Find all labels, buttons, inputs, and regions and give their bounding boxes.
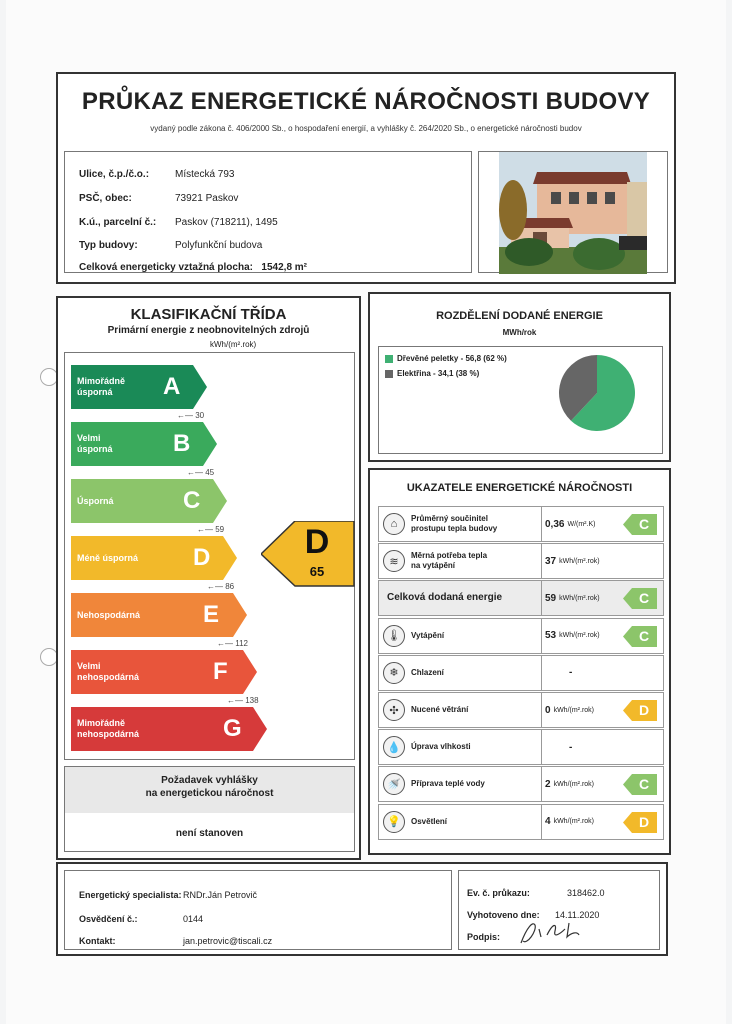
class-badge-c [623,514,657,535]
indicator-name [411,693,468,727]
classification-subtitle: Primární energie z neobnovitelných zdrojů [107,325,310,336]
result-arrow [261,521,355,587]
indicator-value [569,730,572,764]
indicator-name [411,656,444,690]
indicator-name-line: Chlazení [411,667,444,677]
class-bar-label [71,661,167,683]
indicator-value [545,767,594,801]
indicator-icon: 🌡 [383,625,405,647]
cert-label: Osvědčení č.: [79,914,138,924]
class-badge-d [623,700,657,721]
class-bar-g [71,707,267,751]
legend-label-pellets: Dřevěné peletky - 56,8 (62 %) [397,354,507,363]
threshold-value: 45 [205,468,215,477]
indicator-name [387,581,502,615]
distribution-chart [378,346,663,454]
legend-item [385,354,507,363]
class-label-line: Mimořádně [77,376,126,386]
indicator-value [545,544,600,578]
class-label-line: Úsporná [77,495,114,506]
indicator-number: 2 [545,778,551,790]
threshold-value: 59 [215,525,225,534]
indicator-name [411,619,444,653]
class-badge-letter: C [638,516,650,532]
class-badge-letter: C [638,590,650,607]
indicator-number: - [569,741,573,753]
threshold-arrow: ←— [217,639,236,648]
indicator-name [411,767,485,801]
indicator-icon: ❄ [383,662,405,684]
class-label-line: Méně úsporná [77,552,139,563]
indicator-value [545,693,594,727]
legend-item [385,369,479,378]
indicator-name-line: Úprava vlhkosti [411,742,471,752]
indicator-value [545,581,600,615]
street-label: Ulice, č.p./č.o.: [79,169,150,180]
class-letter: E [203,601,220,628]
indicator-name [411,507,497,541]
indicator-name-line: Osvětlení [411,816,448,826]
class-badge-letter: C [638,627,650,644]
indicator-number: - [569,667,573,679]
threshold-arrow: ←— [177,411,196,420]
class-bar-c [71,479,227,523]
threshold-value: 112 [235,639,248,648]
indicator-value [569,656,572,690]
class-badge-letter: D [638,702,650,718]
requirement-value: není stanoven [175,828,244,839]
threshold-arrow: ←— [207,582,226,591]
indicator-number: 0 [545,704,551,716]
threshold-arrow: ←— [197,525,216,534]
page [6,0,726,1024]
class-label-line: Velmi [77,433,101,443]
threshold-label [227,696,259,705]
indicator-name-line: Měrná potřeba tepla [411,551,488,561]
indicator-number: 53 [545,630,557,642]
date-value: 14.11.2020 [555,910,600,920]
class-bar-e [71,593,247,637]
classification-title: KLASIFIKAČNÍ TŘÍDA [130,306,287,323]
indicator-icon: 💧 [383,736,405,758]
sign-label: Podpis: [467,932,500,942]
certificate-info [458,870,660,950]
building-photo [499,152,647,274]
document-subtitle: vydaný podle zákona č. 406/2000 Sb., o hospodaření energií, a vyhlášky č. 264/2020 Sb., o energetické náročnosti budov [150,124,582,133]
indicator-value [545,507,595,541]
class-label-line: Nehospodárná [77,609,141,620]
indicator-unit: kWh/(m².rok) [559,557,600,565]
indicator-name [411,544,487,578]
indicator-icon: ⌂ [383,513,405,535]
threshold-value: 86 [225,582,235,591]
class-letter: B [173,430,191,457]
class-letter: A [163,373,181,400]
specialist-value: RNDr.Ján Petrovič [183,890,258,900]
class-letter: G [223,715,242,742]
class-badge-c [623,588,657,609]
threshold-label [197,525,224,534]
indicators-title: UKAZATELE ENERGETICKÉ NÁROČNOSTI [406,482,633,494]
class-label-line: nehospodárná [77,729,140,739]
indicator-number: 0,36 [545,518,565,530]
indicator-row [378,580,664,616]
class-label-line: nehospodárná [77,672,140,682]
indicator-name [411,805,447,839]
indicator-number: 59 [545,592,557,604]
legend-swatch-electricity [385,370,393,378]
indicator-icon: ≋ [383,550,405,572]
threshold-label [177,411,204,420]
class-bar-label [71,433,167,455]
indicator-unit: kWh/(m².rok) [559,594,600,602]
indicator-row [378,506,664,542]
indicator-name-line: Celková dodaná energie [387,592,503,604]
area-label: Celková energeticky vztažná plocha: [79,262,253,273]
class-letter: D [193,544,211,571]
class-badge-letter: D [638,813,650,830]
indicator-name-line: Nucené větrání [411,705,469,714]
class-bar-label [71,553,167,564]
contact-link[interactable]: jan.petrovic@tiscali.cz [183,936,273,946]
zip-label: PSČ, obec: [79,193,132,204]
indicator-row [378,692,664,728]
class-bar-b [71,422,217,466]
indicator-unit: W/(m².K) [567,520,596,528]
indicator-unit: kWh/(m².rok) [553,780,595,788]
class-bar-label [71,496,167,507]
building-info [64,151,472,273]
class-label-line: úsporná [77,387,113,397]
class-bar-label [71,718,167,740]
cert-value: 0144 [183,914,204,924]
legend-label-electricity: Elektřina - 34,1 (38 %) [397,369,480,378]
indicators-box [368,468,671,855]
class-badge-letter: C [638,776,650,793]
class-bar-label [71,610,167,621]
indicator-name-line: prostupu tepla budovy [411,524,498,533]
indicator-value [545,619,600,653]
header-box [56,72,676,284]
indicator-name-line: Příprava teplé vody [411,779,485,789]
contact-label: Kontakt: [79,936,116,946]
zip-value: 73921 Paskov [175,193,239,204]
indicator-icon: 🚿 [383,773,405,795]
indicator-unit: kWh/(m².rok) [553,818,595,826]
indicator-number: 37 [545,555,557,567]
classification-box [56,296,361,860]
signature [513,917,583,949]
threshold-label [217,639,248,648]
area-value: 1542,8 m² [261,262,308,273]
indicator-row [378,804,664,840]
threshold-arrow: ←— [227,696,246,705]
threshold-arrow: ←— [187,468,206,477]
footer-box [56,862,668,956]
requirement-title-2: na energetickou náročnost [145,788,274,799]
threshold-value: 138 [245,696,259,705]
class-bar-label [71,376,167,398]
indicator-row [378,543,664,579]
class-letter: F [213,658,228,685]
specialist-label: Energetický specialista: [79,890,182,900]
ev-label: Ev. č. průkazu: [467,888,530,898]
document-title: PRŮKAZ ENERGETICKÉ NÁROČNOSTI BUDOVY [81,88,651,115]
requirement-title: Požadavek vyhlášky [161,775,258,786]
indicator-name-line: Vytápění [411,630,445,640]
indicator-name [411,730,471,764]
indicator-value [545,805,594,839]
photo-frame [478,151,668,273]
indicator-row [378,618,664,654]
class-bar-a [71,365,207,409]
class-bar-d [71,536,237,580]
result-letter: D [304,523,330,561]
indicator-row [378,655,664,691]
indicator-name-line: Průměrný součinitel [411,514,488,523]
indicator-unit: kWh/(m².rok) [559,632,600,640]
parcel-value: Paskov (718211), 1495 [175,217,278,228]
class-badge-c [623,774,657,795]
indicator-number: 4 [545,816,551,828]
threshold-label [187,468,214,477]
indicator-name-line: na vytápění [411,561,456,571]
distribution-box [368,292,671,462]
class-label-line: Mimořádně [77,718,126,728]
ev-value: 318462.0 [567,888,605,898]
indicator-unit: kWh/(m².rok) [553,706,595,714]
distribution-unit: MWh/rok [502,328,537,337]
street-value: Místecká 793 [175,169,235,180]
pie-chart [557,353,637,433]
legend-swatch-pellets [385,355,393,363]
type-label: Typ budovy: [79,240,138,251]
class-label-line: úsporná [77,444,113,454]
result-value: 65 [309,564,325,579]
indicator-row [378,766,664,802]
threshold-label [207,582,234,591]
class-label-line: Velmi [77,661,101,671]
classification-unit: kWh/(m².rok) [210,340,257,349]
indicator-icon: ✣ [383,699,405,721]
class-badge-d [623,812,657,833]
threshold-value: 30 [195,411,205,420]
indicator-icon: 💡 [383,811,405,833]
class-letter: C [183,487,201,514]
class-scale [64,352,355,760]
class-badge-c [623,626,657,647]
type-value: Polyfunkční budova [175,240,263,251]
requirement-box [64,766,355,852]
class-bar-f [71,650,257,694]
parcel-label: K.ú., parcelní č.: [79,217,157,228]
distribution-title: ROZDĚLENÍ DODANÉ ENERGIE [436,310,603,322]
specialist-info [64,870,452,950]
date-label: Vyhotoveno dne: [467,910,540,920]
indicator-row [378,729,664,765]
